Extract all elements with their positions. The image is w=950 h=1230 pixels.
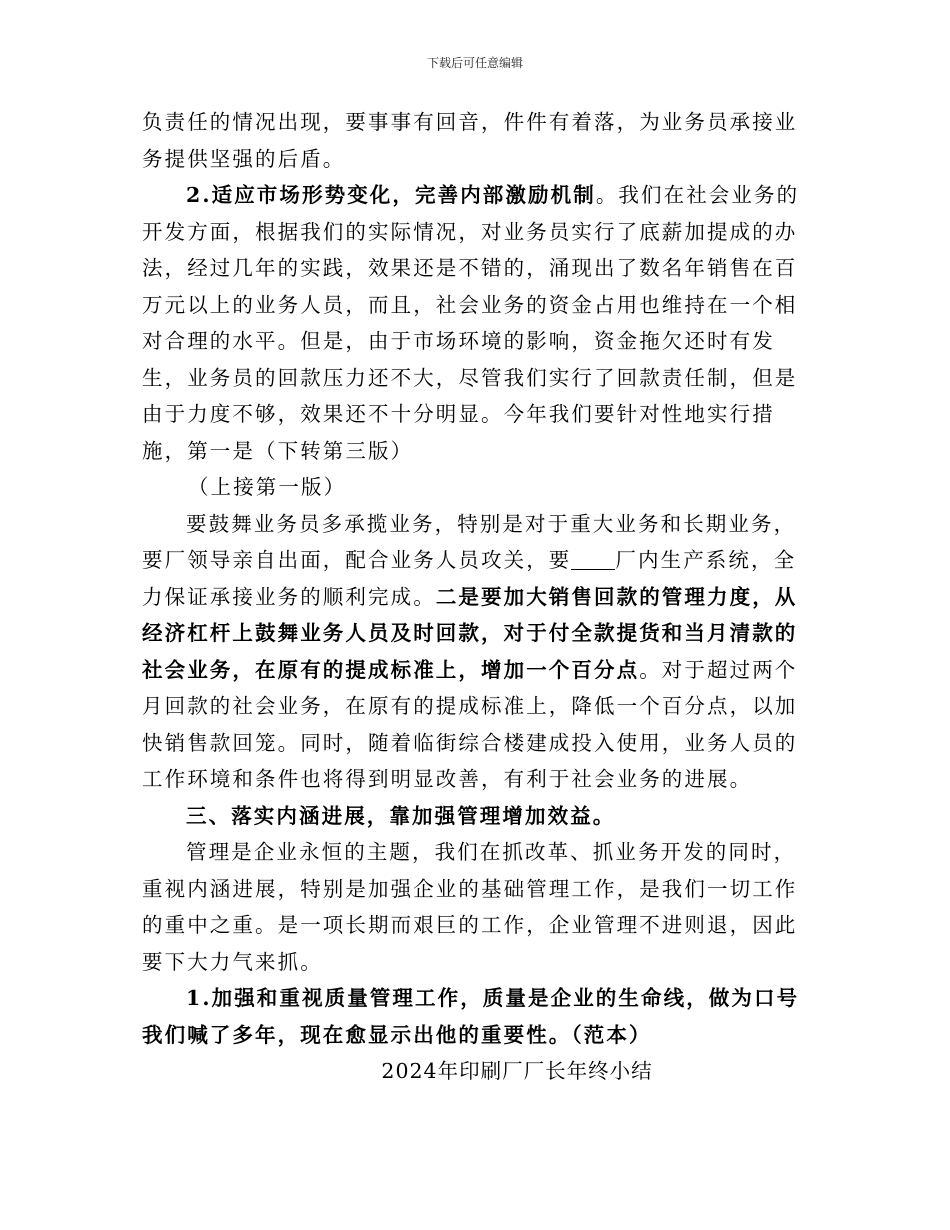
paragraph-management: 管理是企业永恒的主题，我们在抓改革、抓业务开发的同时，重视内涵进展，特别是加强企业的基础管理工作，是我们一切工作的重中之重。是一项长期而艰巨的工作，企业管理不进则退，因此要下大力气来抓。 xyxy=(142,840,798,974)
paragraph-sales xyxy=(142,506,812,798)
document-title: 2024年印刷厂厂长年终小结 xyxy=(381,1059,653,1083)
paragraph-sales-bold: 二是要加大销售回款的管理力度，从经济杠杆上鼓舞业务人员及时回款，对于付全款提货和当月清款的社会业务，在原有的提成标准上，增加一个百分点 xyxy=(142,584,798,682)
page-header: 下载后可任意编辑 xyxy=(426,56,523,70)
paragraph-incentive-body: 。我们在社会业务的开发方面，根据我们的实际情况，对业务员实行了底薪加提成的办法，经过几年的实践，效果还是不错的，涌现出了数名年销售在百万元以上的业务人员，而且，社会业务的资金占用也维持在一个相对合理的水平。但是，由于市场环境的影响，资金拖欠还时有发生，业务员的回款压力还不大，尽管我们实行了回款责任制，但是由于力度不够，效果还不十分明显。今年我们要针对性地实行措施，第一是（下转第三版） xyxy=(142,183,800,463)
paragraph-sales-part-b: 厂内生产系统，全力保证承接业务的顺利完成。 xyxy=(142,548,797,609)
paragraph-sales-part-a: 要鼓舞业务员多承揽业务，特别是对于重大业务和长期业务，要厂领导亲自出面，配合业务人员攻关，要 xyxy=(142,511,797,572)
document-body xyxy=(142,104,812,1090)
fill-blank xyxy=(571,549,615,570)
heading-quality: 1.加强和重视质量管理工作，质量是企业的生命线，做为口号我们喊了多年，现在愈显示出他的重要性。（范本） xyxy=(142,986,800,1047)
paragraph-incentive xyxy=(142,177,812,469)
paragraph-sales-part-c: 。对于超过两个月回款的社会业务，在原有的提成标准上，降低一个百分点，以加快销售款回笼。同时，随着临街综合楼建成投入使用，业务人员的工作环境和条件也将得到明显改善，有利于社会业务的进展。 xyxy=(142,657,798,791)
paragraph-continuation: 负责任的情况出现，要事事有回音，件件有着落，为业务员承接业务提供坚强的后盾。 xyxy=(142,110,798,171)
section-heading-three: 三、落实内涵进展，靠加强管理增加效益。 xyxy=(186,803,616,828)
heading-incentive: 2.适应市场形势变化，完善内部激励机制 xyxy=(186,183,596,207)
paragraph-continued-note: （上接第一版） xyxy=(188,475,347,499)
